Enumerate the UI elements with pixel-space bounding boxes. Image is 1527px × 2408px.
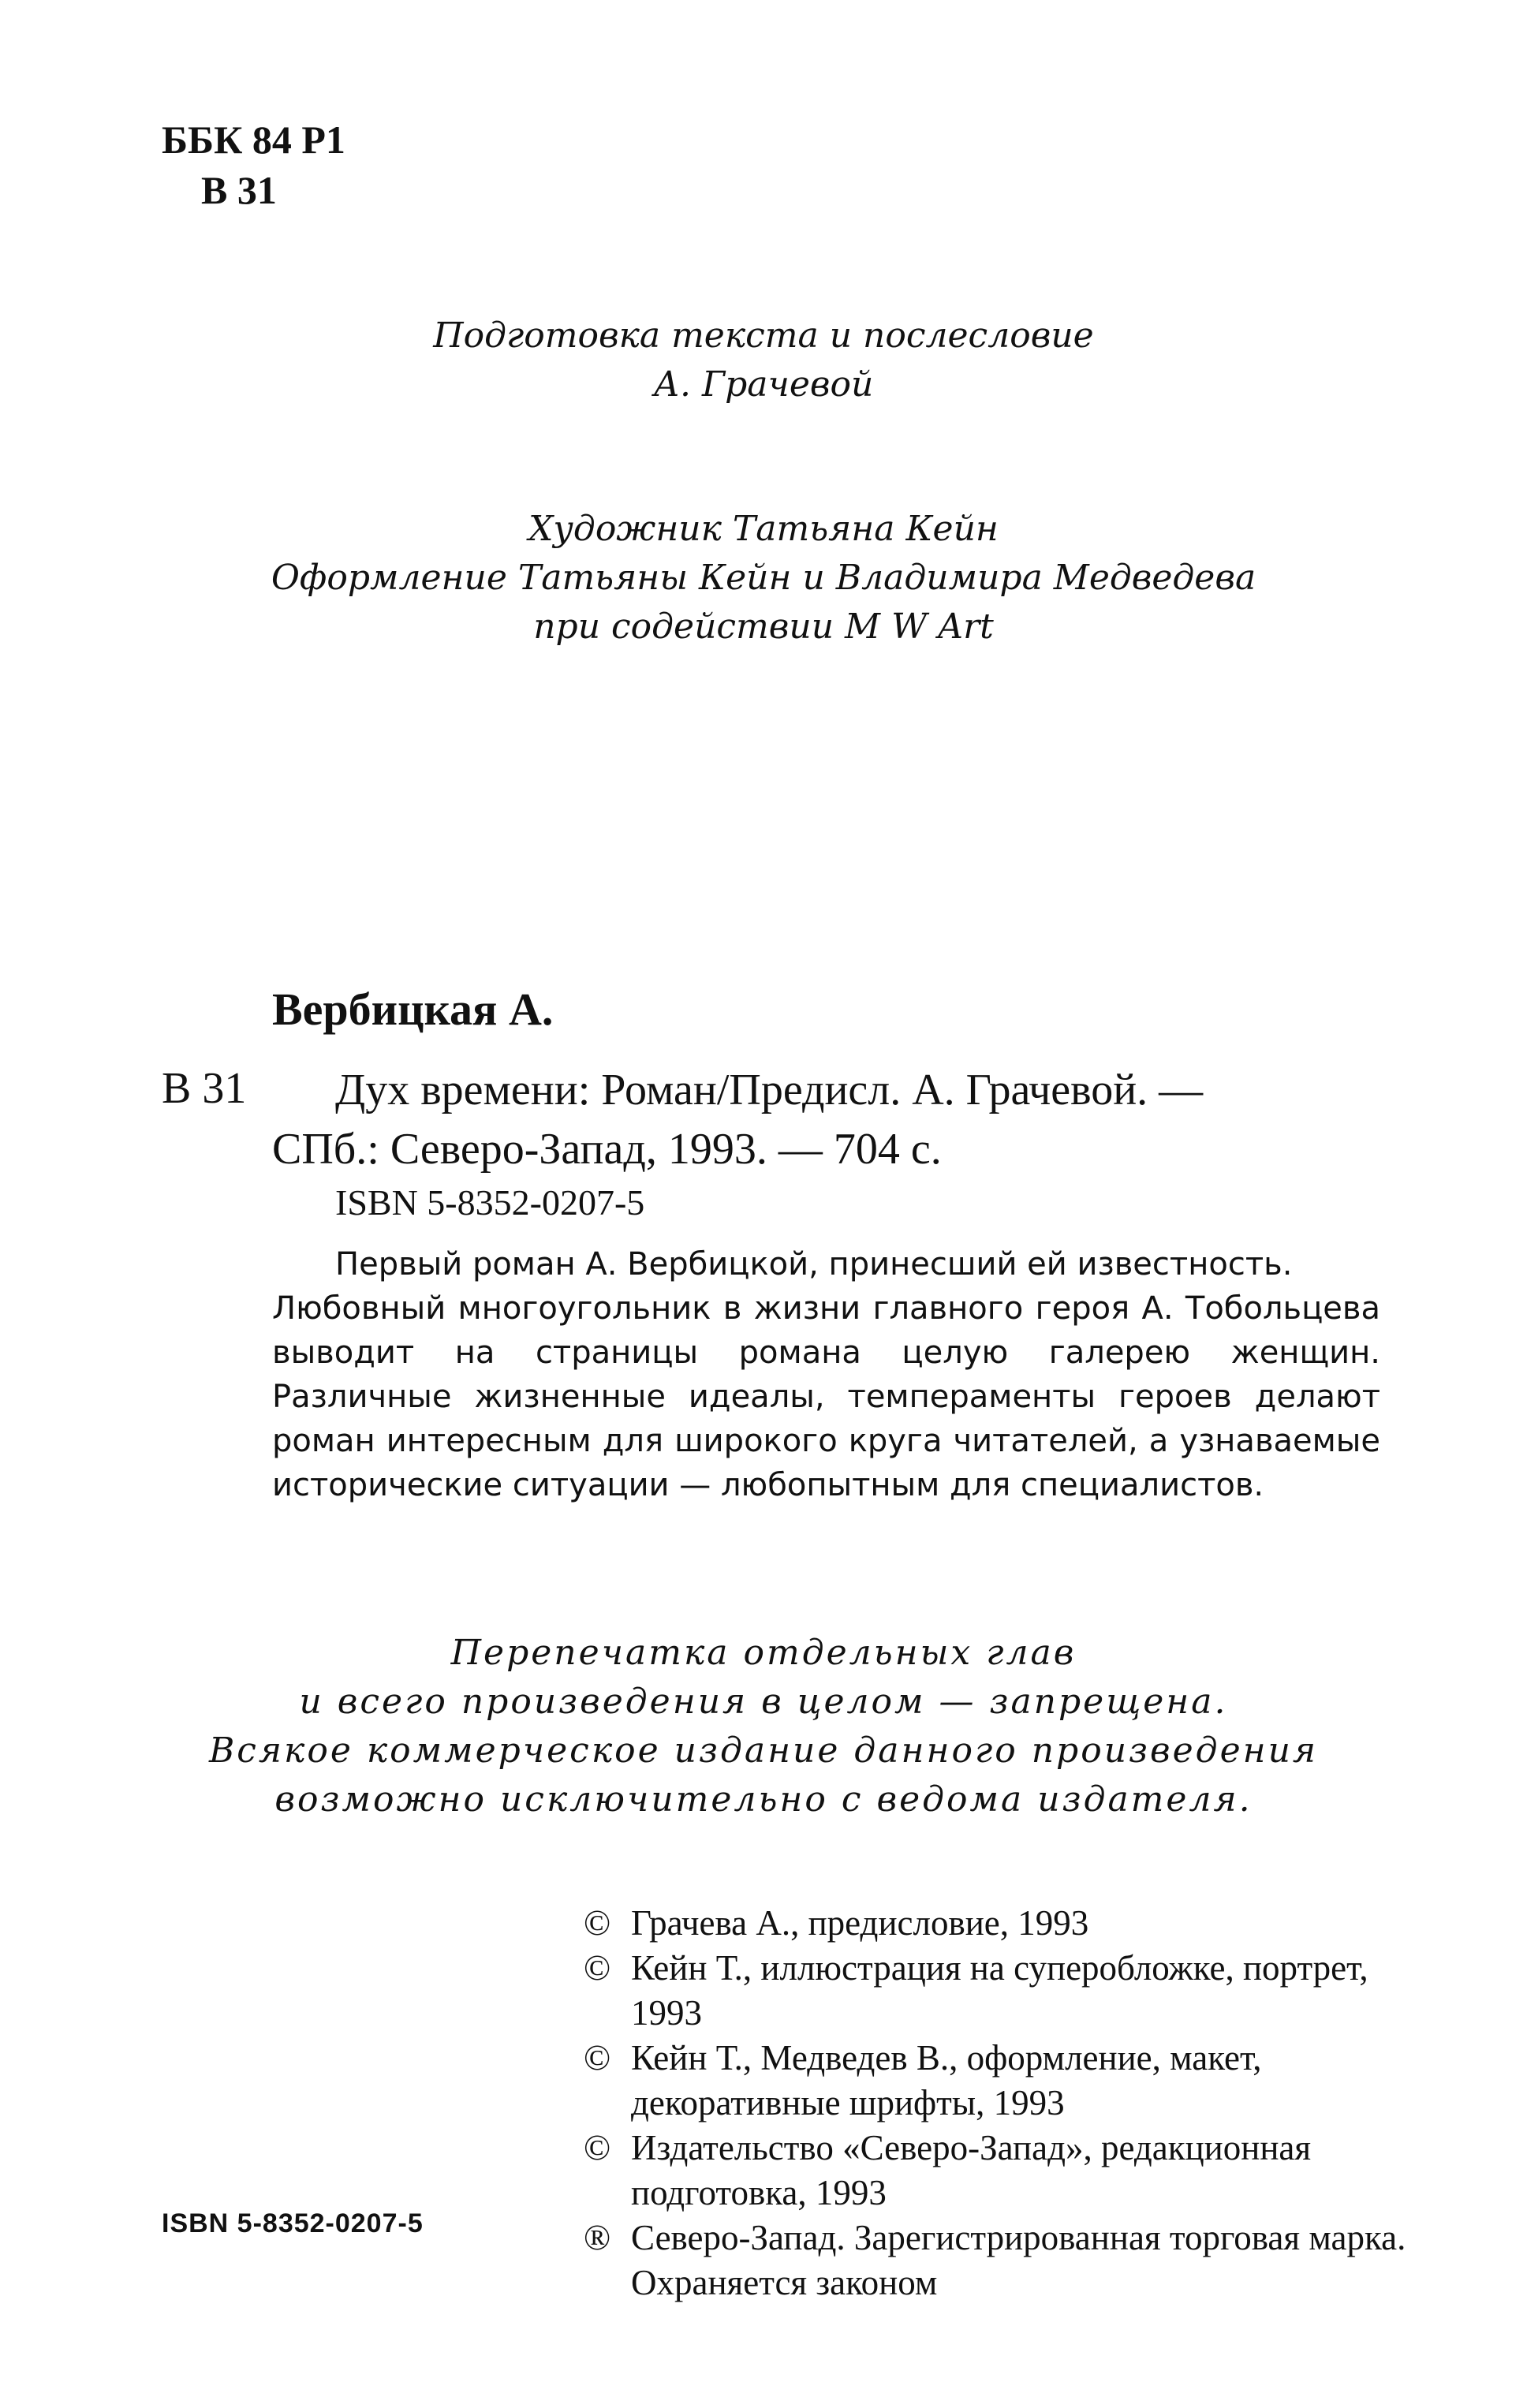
credits-line: Оформление Татьяны Кейн и Владимира Медведева [271, 558, 1256, 598]
trademark-text: Северо-Запад. Зарегистрированная торговая марка. Охраняется законом [631, 2218, 1406, 2302]
notice-line: и всего произведения в целом — запрещена. [299, 1682, 1228, 1722]
isbn-bottom: ISBN 5-8352-0207-5 [162, 2208, 424, 2238]
bbk-author-code: В 31 [201, 168, 277, 212]
catalog-code: В 31 [162, 1064, 247, 1113]
copyright-text: Издательство «Северо-Запад», редакционная подготовка, 1993 [631, 2128, 1312, 2212]
copyright-item [584, 2036, 1420, 2126]
credits-line: Подготовка текста и послесловие [433, 315, 1094, 356]
catalog-description [272, 1061, 1392, 1179]
catalog-title-line: Дух времени: Роман/Предисл. А. Грачевой. — [335, 1066, 1204, 1114]
bbk-classification [162, 114, 345, 215]
reprint-notice [0, 1629, 1527, 1824]
copyright-item [584, 2126, 1420, 2216]
annotation-first-line: Первый роман А. Вербицкой, принесший ей известность. [335, 1246, 1293, 1282]
copyright-mark: © [584, 2128, 611, 2167]
credits-line: Художник Татьяна Кейн [528, 509, 999, 549]
notice-line: Всякое коммерческое издание данного произведения [208, 1730, 1319, 1771]
copyright-block [584, 1901, 1420, 2305]
trademark-item [584, 2216, 1420, 2305]
copyright-item [584, 1901, 1420, 1946]
copyright-text: Кейн Т., иллюстрация на суперобложке, портрет, 1993 [631, 1948, 1368, 2033]
annotation [272, 1242, 1380, 1507]
copyright-mark: © [584, 2038, 611, 2078]
copyright-text: Кейн Т., Медведев В., оформление, макет, декоративные шрифты, 1993 [631, 2038, 1262, 2122]
copyright-mark: © [584, 1948, 611, 1988]
copyright-mark: © [584, 1903, 611, 1943]
credits-art [0, 505, 1527, 651]
credits-line: А. Грачевой [653, 364, 874, 405]
catalog-imprint-line: СПб.: Северо-Запад, 1993. — 704 с. [272, 1125, 942, 1174]
catalog-author: Вербицкая А. [272, 984, 554, 1035]
bbk-line: ББК 84 Р1 [162, 118, 345, 162]
copyright-item [584, 1946, 1420, 2036]
credits-preparation [0, 312, 1527, 409]
credits-line: при содействии M W Art [533, 607, 994, 647]
registered-mark: ® [584, 2218, 611, 2257]
copyright-text: Грачева А., предисловие, 1993 [631, 1903, 1089, 1943]
notice-line: возможно исключительно с ведома издателя. [274, 1779, 1253, 1820]
annotation-text: Любовный многоугольник в жизни главного героя А. Тобольцева выводит на страницы романа целую галерею женщин. Различные жизненные идеалы, темпераменты героев делают роман интересным для широкого круга читателей, а узнаваемые исторические ситуации — любопытным для специалистов. [272, 1290, 1380, 1503]
notice-line: Перепечатка отдельных глав [450, 1633, 1077, 1673]
catalog-isbn: ISBN 5-8352-0207-5 [335, 1182, 645, 1223]
